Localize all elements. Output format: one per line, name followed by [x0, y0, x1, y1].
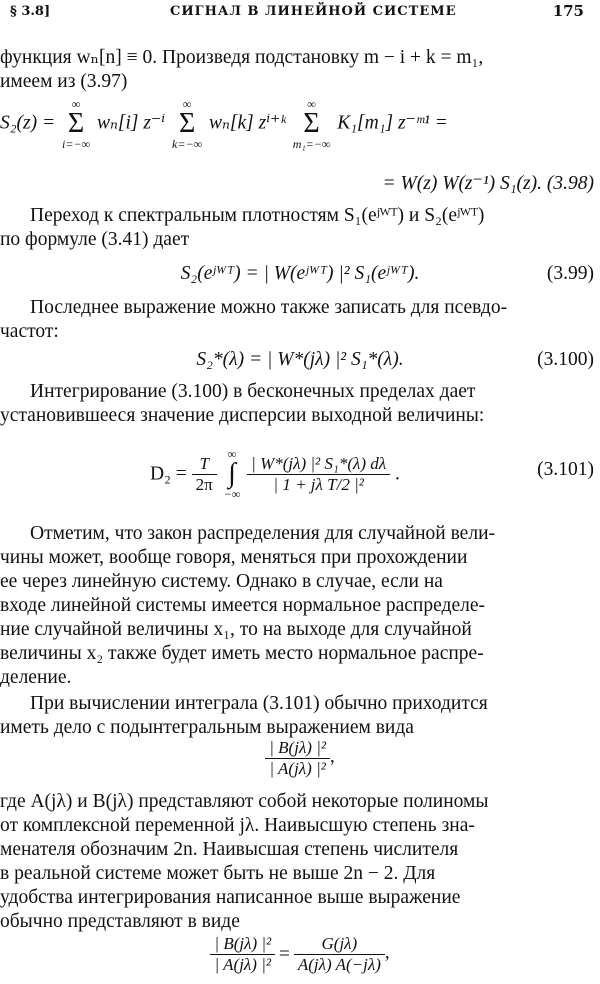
text-line: удобства интегрирования написанное выше выражение: [0, 887, 461, 908]
text-line: установившееся значение дисперсии выходной величины:: [0, 405, 485, 426]
sum-symbol: ∞ Σ m₁=−∞: [292, 97, 331, 151]
text-line: Отметим, что закон распределения для случайной вели-: [30, 523, 496, 544]
section-number: § 3.8]: [10, 4, 51, 19]
text-line: имеем из (3.97): [0, 71, 128, 92]
fraction: $\frac{T}{2\pi}$: [192, 454, 217, 495]
integral-symbol: ∞ ∫ −∞: [223, 447, 241, 501]
text-line: менателя обозначим 2n. Наивысшая степень числителя: [0, 839, 459, 860]
page-number: 175: [552, 2, 584, 20]
text-line: деление.: [0, 667, 72, 688]
fraction: $\frac{\text{| W*(jλ) |² S₁*(λ) dλ}}{\text{| 1 + jλ T/2 |²}}$: [247, 454, 390, 495]
equation-3-101: D₂ = $\frac{T}{2\pi}$ ∞ ∫ −∞ $\frac{\text{| W*(jλ) |² S₁*(λ) dλ}}{\text{| 1 + jλ T/2 |²}}$ . (3.101): [150, 447, 594, 501]
text-line: частот:: [0, 321, 59, 342]
equation-3-98-line2: = W(z) W(z⁻¹) S₁(z). (3.98): [382, 173, 594, 194]
text-line: При вычислении интеграла (3.101) обычно приходится: [30, 693, 488, 714]
text-line: от комплексной переменной jλ. Наивысшую степень зна-: [0, 815, 475, 836]
text-line: в реальной системе может быть не выше 2n − 2. Для: [0, 863, 436, 884]
fraction-display-a: $\frac{\text{| B(jλ) |²}}{\text{| A(jλ) |²}}$ ,: [0, 738, 600, 779]
chapter-title: СИГНАЛ В ЛИНЕЙНОЙ СИСТЕМЕ: [170, 4, 457, 19]
text-line: чины может, вообще говоря, меняться при прохождении: [0, 547, 468, 568]
text-line: величины x₂ также будет иметь место нормальное распре-: [0, 643, 484, 664]
text-line: обычно представляют в виде: [0, 911, 240, 932]
text-line: Переход к спектральным плотностям S₁(eʲᵂᵀ) и S₂(eʲᵂᵀ): [30, 205, 485, 226]
book-page: § 3.8] СИГНАЛ В ЛИНЕЙНОЙ СИСТЕМЕ 175 функция wₙ[n] ≡ 0. Произведя подстановку m − i + k = m₁, имеем из (3.97) S₂(z) = ∞ Σ i=−∞ wₙ[i] z⁻ⁱ ∞ Σ k=−∞ wₙ[k] zⁱ⁺ᵏ ∞ Σ m₁=−∞ K₁[m₁] z⁻ᵐ¹ = = W(z) W(z⁻¹) S₁(z). (3.98) Переход к спектральным плотностям S₁(eʲᵂᵀ) и S₂(eʲᵂᵀ) по формуле (3.41) дает S₂(eʲᵂᵀ) = | W(eʲᵂᵀ) |² S₁(eʲᵂᵀ). (3.99) Последнее выражение можно также записать для псевдо- частот: S₂*(λ) = | W*(jλ) |² S₁*(λ). (3.100) Интегрирование (3.100) в бесконечных пределах дает установившееся значение дисперсии выходной величины: D₂ = $\frac{T}{2\pi}$ ∞ ∫ −∞ $\frac{\text{| W*(jλ) |² S₁*(λ) dλ}}{\text{| 1 + jλ T/2 |²}}$ . (3.101) Отметим, что закон распределения для случайной вели- чины может, вообще говоря, меняться при прохождении ее через линейную систему. Однако в случае, если на входе линейной системы имеется нормальное распределе- ние случайной величины x₁, то на выходе для случайной величины x₂ также будет иметь место нормальное распре- деление. При вычислении интеграла (3.101) обычно приходится иметь дело с подынтегральным выражением вида $\frac{\text{| B(jλ) |²}}{\text{| A(jλ) |²}}$ , где A(jλ) и B(jλ) представляют собой некоторые полиномы от комплексной переменной jλ. Наивысшую степень зна- менателя обозначим 2n. Наивысшая степень числителя в реальной системе может быть не выше 2n − 2. Для удобства интегрирования написанное выше выражение обычно представляют в виде $\frac{\text{| B(jλ) |²}}{\text{| A(jλ) |²}}$ = $\frac{G(j\lambda)}{A(j\lambda) A(-j\lambda)}$ ,: [0, 0, 600, 984]
text-line: ние случайной величины x₁, то на выходе для случайной: [0, 619, 472, 640]
text-line: Интегрирование (3.100) в бесконечных пределах дает: [30, 381, 476, 402]
equation-3-98: S₂(z) = ∞ Σ i=−∞ wₙ[i] z⁻ⁱ ∞ Σ k=−∞ wₙ[k] zⁱ⁺ᵏ ∞ Σ m₁=−∞ K₁[m₁] z⁻ᵐ¹ =: [0, 97, 448, 151]
text-line: где A(jλ) и B(jλ) представляют собой некоторые полиномы: [0, 791, 489, 812]
text-line: функция wₙ[n] ≡ 0. Произведя подстановку m − i + k = m₁,: [0, 47, 484, 68]
running-head: [10, 0, 588, 28]
text-line: входе линейной системы имеется нормальное распределе-: [0, 595, 485, 616]
sum-symbol: ∞ Σ k=−∞: [172, 97, 203, 151]
sum-symbol: ∞ Σ i=−∞: [62, 97, 91, 151]
text-line: Последнее выражение можно также записать для псевдо-: [30, 297, 508, 318]
text-line: иметь дело с подынтегральным выражением вида: [0, 717, 414, 738]
fraction-display-b: $\frac{\text{| B(jλ) |²}}{\text{| A(jλ) |²}}$ = $\frac{G(j\lambda)}{A(j\lambda) A(-j\lambda)}$ ,: [0, 934, 600, 975]
text-line: по формуле (3.41) дает: [0, 229, 190, 250]
text-line: ее через линейную систему. Однако в случае, если на: [0, 571, 443, 592]
